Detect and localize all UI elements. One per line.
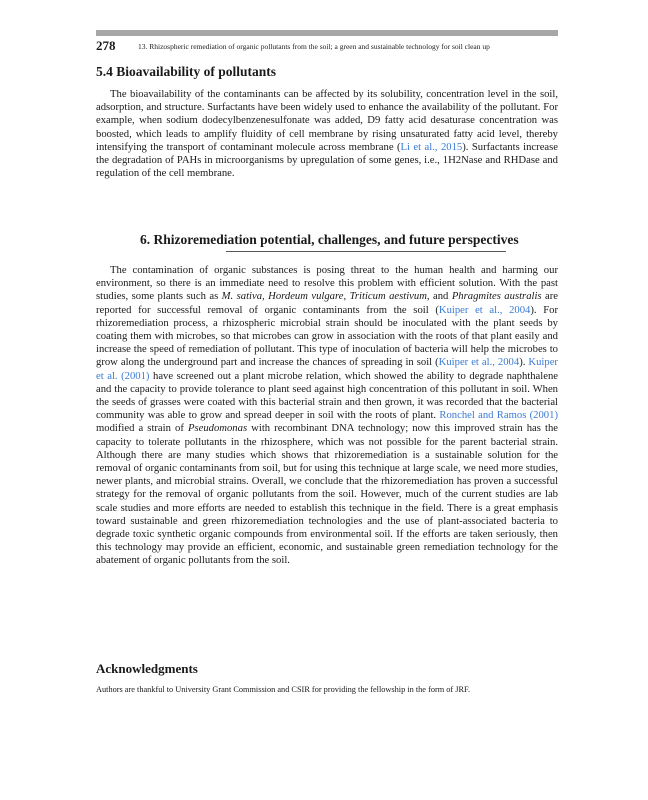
paragraph-text: ). Surfactants increase the degradation of PAHs in microorganisms by upregulation of some genes, i.e., 1H2Nase and RHDase and regulation of the cell membrane. <box>96 141 559 180</box>
acknowledgments-text: Authors are thankful to University Grant Commission and CSIR for providing the fellowship in the form of JRF. <box>96 685 471 694</box>
paragraph-text: The contamination of organic substances is posing threat to the human health and harming our environment, so there is an immediate need to resolve this problem with efficient solution. With the past studies, some plants such as <box>96 265 558 303</box>
paragraph-text: ). For rhizoremediation process, a rhizospheric microbial strain should be inoculated with the plant seeds by coating them with microbes, so that microbes can grow in association with the roots of that plant easily and increase the speed of remediation of pollutant. This type of inoculation of bacteria will help the microbes to grow along the underground part and increase the chances of spreading in soil ( <box>96 304 558 369</box>
section-heading-bioavailability: 5.4 Bioavailability of pollutants <box>96 64 277 79</box>
species-name: Phragmites australis <box>451 291 542 303</box>
section-heading-rhizoremediation: 6. Rhizoremediation potential, challenges, and future perspectives <box>140 232 519 247</box>
paragraph-text: The bioavailability of the contaminants can be affected by its solubility, concentration level in the soil, adsorption, and structure. Surfactants have been widely used to enhance the availability of the pollutant. For example, when sodium dodecylbenzenesulfonate was added, D9 fatty acid desaturase concentration was boosted, which leads to amplify fluidity of cell membrane by rising unsaturated fatty acid level, thereby intensifying the transport of contaminant molecule across membrane ( <box>96 89 558 153</box>
paragraph-rhizoremediation <box>96 264 558 568</box>
paragraph-bioavailability <box>96 88 558 180</box>
header-rule <box>96 30 558 36</box>
page-number: 278 <box>96 38 116 53</box>
citation-link[interactable]: Kuiper et al., 2004 <box>438 304 531 316</box>
section-heading-acknowledgments: Acknowledgments <box>96 661 198 676</box>
citation-link[interactable]: Li et al., 2015 <box>400 141 463 153</box>
heading-underline <box>226 251 506 252</box>
paragraph-text: are reported for successful removal of organic contaminants from the soil ( <box>96 291 559 316</box>
paragraph-text: ). <box>519 357 529 369</box>
paragraph-text: have screened out a plant microbe relation, which showed the ability to degrade naphthalene and the capacity to provide tolerance to plant seed against high concentration of this pollutant in soil. When the seeds of grasses were coated with this bacterial strain and then grown, it was recorded that the bacterial community was able to grow and spread deeper in soil with the roots of plant. <box>96 370 558 422</box>
species-name: Pseudomonas <box>187 423 248 435</box>
species-names: M. sativa, Hordeum vulgare, Triticum aestivum <box>221 291 427 303</box>
paragraph-text: , and <box>426 291 452 303</box>
paragraph-text: modified a strain of <box>96 423 188 435</box>
citation-link[interactable]: Kuiper et al., 2004 <box>438 357 520 369</box>
citation-link[interactable]: Ronchel and Ramos (2001) <box>439 410 558 422</box>
citation-link[interactable]: Kuiper et al. (2001) <box>96 357 558 382</box>
paragraph-text: with recombinant DNA technology; now this improved strain has the capacity to tolerate pollutants in the rhizosphere, which was not possible for the parent bacterial strain. Although there are many studies which shows that rhizoremediation is a sustainable solution for the removal of organic contaminants from soil, but for using this technique at large scale, we need more studies, newer plants, and microbial strains. Overall, we conclude that the rhizoremediation has proven a successful strategy for the removal of organic pollutants from the soil. However, much of the current studies are lab scale studies and more efforts are needed to establish this technique in the field. There is a great emphasis toward sustainable and green rhizoremediation technologies and the use of plant-associated bacteria to degrade toxic synthetic organic compounds from environmental soil. If the efforts are taken seriously, then this technology may provide an efficient, economic, and sustainable green remediation technology for the abatement of organic pollutants from the soil. <box>96 423 558 567</box>
running-head: 13. Rhizospheric remediation of organic pollutants from the soil; a green and sustainable technology for soil clean up <box>138 42 490 51</box>
